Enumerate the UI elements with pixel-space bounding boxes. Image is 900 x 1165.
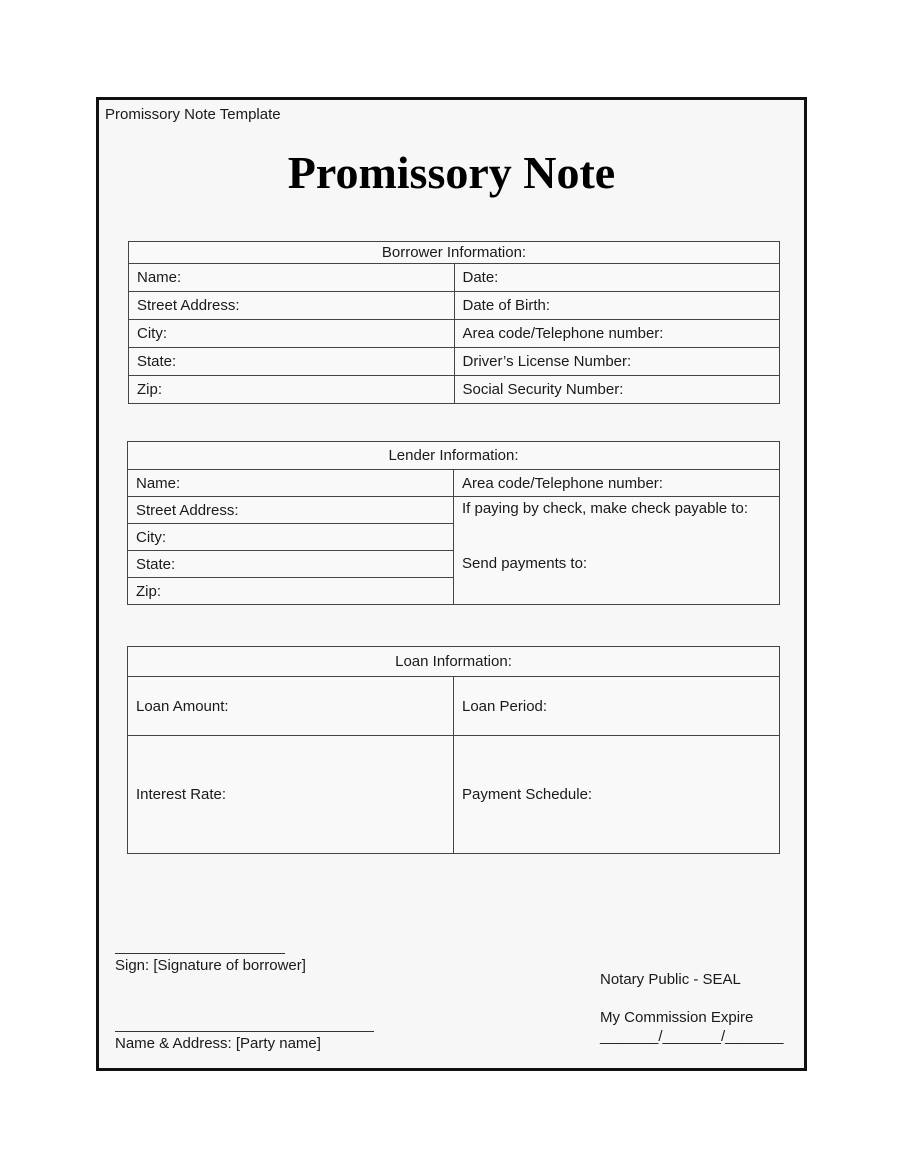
loan-information-table xyxy=(127,646,780,854)
notary-seal-label: Notary Public - SEAL xyxy=(600,971,741,988)
payment-schedule-field[interactable]: Payment Schedule: xyxy=(454,736,780,854)
borrower-telephone-field[interactable]: Area code/Telephone number: xyxy=(454,320,780,348)
commission-date-blank[interactable]: _______/_______/_______ xyxy=(600,1028,784,1045)
table-row xyxy=(129,376,780,404)
borrower-state-field[interactable]: State: xyxy=(129,348,455,376)
table-row xyxy=(129,292,780,320)
lender-state-field[interactable]: State: xyxy=(128,551,454,578)
loan-period-field[interactable]: Loan Period: xyxy=(454,677,780,736)
lender-city-field[interactable]: City: xyxy=(128,524,454,551)
lender-payment-instructions-field[interactable] xyxy=(454,497,780,605)
table-row xyxy=(128,497,780,524)
commission-expire-label: My Commission Expire xyxy=(600,1009,754,1026)
lender-zip-field[interactable]: Zip: xyxy=(128,578,454,605)
lender-name-field[interactable]: Name: xyxy=(128,470,454,497)
borrower-ssn-field[interactable]: Social Security Number: xyxy=(454,376,780,404)
borrower-date-field[interactable]: Date: xyxy=(454,264,780,292)
loan-section-heading: Loan Information: xyxy=(128,647,780,677)
template-label: Promissory Note Template xyxy=(105,106,281,123)
borrower-information-table xyxy=(128,241,780,404)
table-row xyxy=(128,736,780,854)
borrower-section-heading: Borrower Information: xyxy=(129,242,780,264)
borrower-zip-field[interactable]: Zip: xyxy=(129,376,455,404)
borrower-street-address-field[interactable]: Street Address: xyxy=(129,292,455,320)
name-address-label: Name & Address: [Party name] xyxy=(115,1035,321,1052)
name-address-line[interactable] xyxy=(115,1031,374,1032)
table-row xyxy=(129,320,780,348)
loan-amount-field[interactable]: Loan Amount: xyxy=(128,677,454,736)
borrower-name-field[interactable]: Name: xyxy=(129,264,455,292)
borrower-date-of-birth-field[interactable]: Date of Birth: xyxy=(454,292,780,320)
borrower-drivers-license-field[interactable]: Driver’s License Number: xyxy=(454,348,780,376)
borrower-signature-line[interactable] xyxy=(115,953,285,954)
page-title: Promissory Note xyxy=(287,147,616,198)
check-payable-label: If paying by check, make check payable to: xyxy=(462,500,748,517)
table-row xyxy=(129,348,780,376)
table-row xyxy=(128,677,780,736)
lender-information-table xyxy=(127,441,780,605)
borrower-city-field[interactable]: City: xyxy=(129,320,455,348)
promissory-note-page xyxy=(96,97,807,1071)
lender-section-heading: Lender Information: xyxy=(128,442,780,470)
interest-rate-field[interactable]: Interest Rate: xyxy=(128,736,454,854)
send-payments-label: Send payments to: xyxy=(462,555,588,572)
lender-telephone-field[interactable]: Area code/Telephone number: xyxy=(454,470,780,497)
table-row xyxy=(129,264,780,292)
lender-street-address-field[interactable]: Street Address: xyxy=(128,497,454,524)
table-row xyxy=(128,470,780,497)
sign-label: Sign: [Signature of borrower] xyxy=(115,957,306,974)
